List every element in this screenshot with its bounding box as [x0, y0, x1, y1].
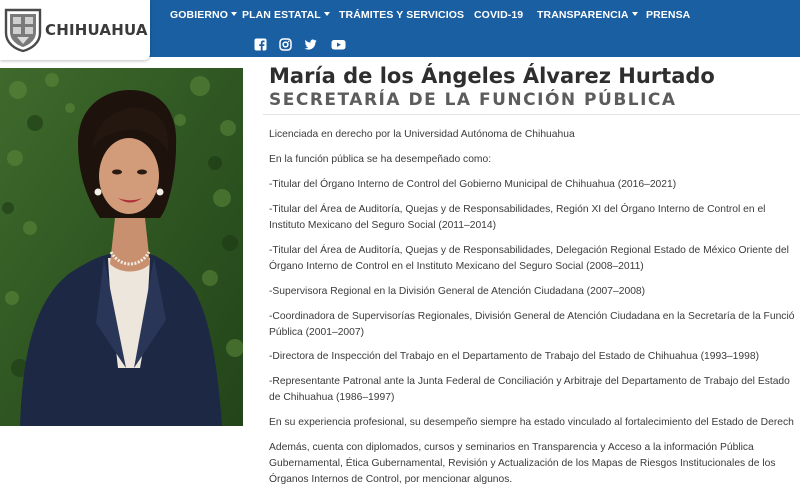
state-shield-icon [3, 7, 43, 53]
bio-line: Licenciada en derecho por la Universidad Autónoma de Chihuahua [269, 129, 575, 140]
nav-label: GOBIERNO [170, 9, 228, 21]
nav-covid-19[interactable] [474, 9, 523, 21]
bio-paragraph [269, 284, 645, 300]
nav-transparencia[interactable] [537, 9, 638, 21]
bio-paragraph [269, 309, 794, 341]
page-title: María de los Ángeles Álvarez Hurtado [269, 64, 715, 88]
bio-line: Órganos Internos de Control, por mencionar algunos. [269, 474, 513, 485]
nav-label: TRANSPARENCIA [537, 9, 629, 21]
chevron-down-icon [231, 12, 237, 16]
bio-paragraph [269, 349, 759, 365]
nav-label: COVID-19 [474, 9, 524, 21]
bio-line: de Chihuahua (1986–1997) [269, 392, 395, 403]
nav-prensa[interactable] [646, 9, 690, 21]
nav-label: TRÁMITES Y SERVICIOS [339, 9, 465, 21]
official-portrait-photo [0, 68, 243, 426]
nav-tramites-y-servicios[interactable] [339, 9, 464, 21]
bio-line: -Titular del Órgano Interno de Control del Gobierno Municipal de Chihuahua (2016–2021) [269, 179, 677, 190]
twitter-icon[interactable] [304, 38, 317, 51]
youtube-icon[interactable] [331, 38, 346, 51]
nav-gobierno[interactable] [170, 9, 237, 21]
bio-paragraph [269, 152, 491, 168]
nav-plan-estatal[interactable] [242, 9, 330, 21]
bio-line: Además, cuenta con diplomados, cursos y seminarios en Transparencia y Acceso a la información Pública [269, 442, 754, 453]
bio-line: -Representante Patronal ante la Junta Federal de Conciliación y Arbitraje del Departamento de Trabajo del Estado [269, 376, 790, 387]
nav-label: PLAN ESTATAL [242, 9, 321, 21]
bio-paragraph [269, 374, 790, 406]
bio-paragraph [269, 415, 794, 431]
logo-wordmark: CHIHUAHUA [45, 21, 148, 39]
bio-paragraph [269, 202, 765, 234]
facebook-icon[interactable] [254, 38, 267, 51]
bio-paragraph [269, 177, 676, 193]
bio-line: -Coordinadora de Supervisorías Regionales, División General de Atención Ciudadana en la Secretaría de la Funció [269, 311, 795, 322]
department-subtitle: SECRETARÍA DE LA FUNCIÓN PÚBLICA [269, 90, 677, 110]
bio-paragraph [269, 440, 776, 488]
instagram-icon[interactable] [279, 38, 292, 51]
bio-line: -Directora de Inspección del Trabajo en el Departamento de Trabajo del Estado de Chihuahua (1993–1998) [269, 351, 759, 362]
bio-paragraph [269, 127, 575, 143]
bio-line: Instituto Mexicano del Seguro Social (2011–2014) [269, 220, 497, 231]
bio-line: En la función pública se ha desempeñado como: [269, 154, 492, 165]
bio-line: En su experiencia profesional, su desempeño siempre ha estado vinculado al fortalecimiento del Estado de Derech [269, 417, 794, 428]
bio-line: Órgano Interno de Control en el Instituto Mexicano del Seguro Social (2008–2011) [269, 261, 644, 272]
bio-paragraph [269, 243, 789, 275]
divider [263, 114, 800, 115]
chevron-down-icon [324, 12, 330, 16]
site-logo[interactable] [0, 0, 150, 60]
bio-line: Gubernamental, Ética Gubernamental, Revisión y Actualización de los Mapas de Riesgos Institucionales de los [269, 458, 776, 469]
bio-line: -Supervisora Regional en la División General de Atención Ciudadana (2007–2008) [269, 286, 646, 297]
chevron-down-icon [632, 12, 638, 16]
bio-line: -Titular del Área de Auditoría, Quejas y de Responsabilidades, Región XI del Órgano Interno de Control en el [269, 204, 766, 215]
nav-label: PRENSA [646, 9, 691, 21]
bio-line: Pública (2001–2007) [269, 327, 365, 338]
bio-line: -Titular del Área de Auditoría, Quejas y de Responsabilidades, Delegación Regional Estado de México Oriente del [269, 245, 789, 256]
